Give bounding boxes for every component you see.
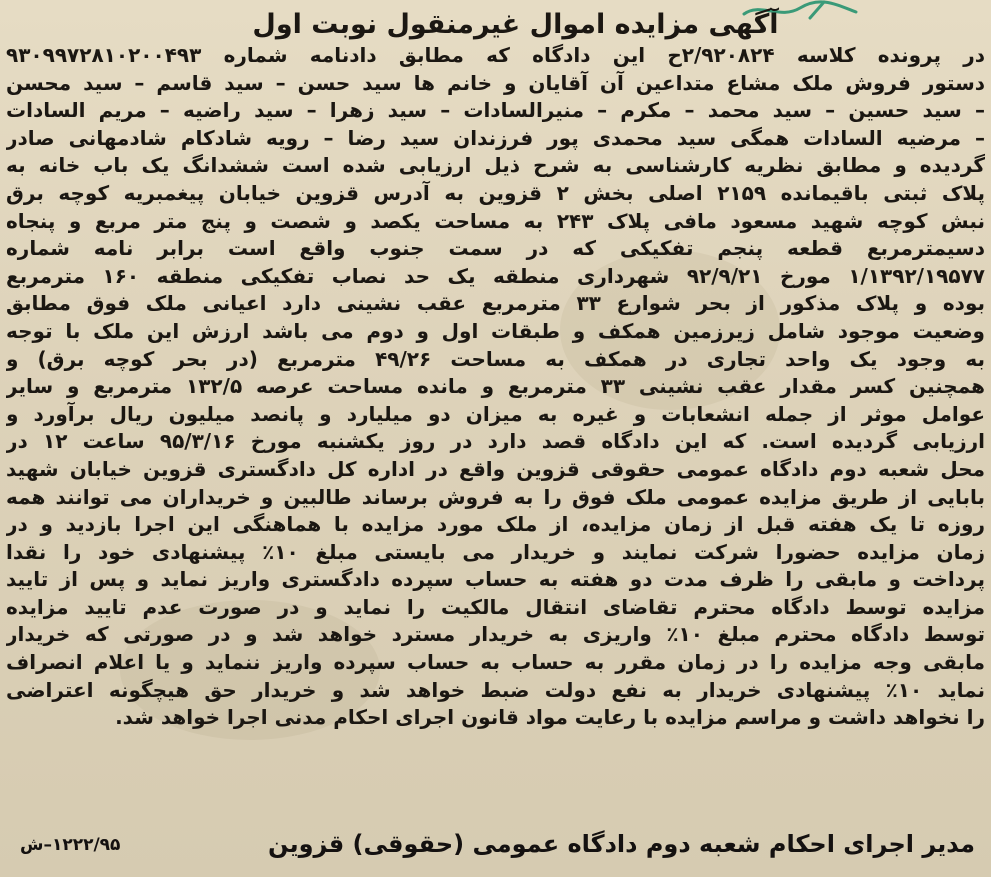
signature: مدیر اجرای احکام شعبه دوم دادگاه عمومی (حقوقی) قزوین — [268, 830, 975, 858]
notice-line: بوده و پلاک مذکور از بحر شوارع ۳۳ مترمربع عقب نشینی دارد اعیانی ملک فوق مطابق — [6, 291, 985, 316]
notice-line: همچنین کسر مقدار عقب نشینی ۳۳ مترمربع و مانده مساحت عرصه ۱۳۲/۵ مترمربع و سایر — [6, 374, 985, 399]
notice-line: توسط دادگاه محترم مبلغ ۱۰٪ واریزی به خریدار مسترد خواهد شد و در صورتی که خریدار — [6, 622, 985, 647]
notice-line: در پرونده کلاسه ۲/۹۲۰۸۲۴ح این دادگاه که مطابق دادنامه شماره ۹۳۰۹۹۷۲۸۱۰۲۰۰۴۹۳ — [6, 43, 985, 67]
notice-line: ۱/۱۳۹۲/۱۹۵۷۷ مورخ ۹۲/۹/۲۱ شهرداری منطقه یک حد نصاب تفکیکی منطقه ۱۶۰ مترمربع — [6, 263, 985, 288]
notice-line: دسیمترمربع قطعه پنجم تفکیکی که در سمت جنوب واقع است برابر نامه شماره — [6, 236, 985, 261]
notice-line: مزایده توسط دادگاه محترم تقاضای انتقال مالکیت را نماید و در صورت عدم تایید مزایده — [6, 594, 985, 619]
notice-line: وضعیت موجود شامل زیرزمین همکف و طبقات اول و دوم می باشد ارزش این ملک با توجه — [6, 318, 985, 343]
notice-line: ارزیابی گردیده است. که این دادگاه قصد دارد در روز یکشنبه مورخ ۹۵/۳/۱۶ ساعت ۱۲ در — [6, 429, 985, 454]
notice-line: نبش کوچه شهید مسعود مافی پلاک ۲۴۳ به مساحت یکصد و شصت و پنج متر مربع و پنجاه — [6, 208, 985, 233]
notice-line: به وجود یک واحد تجاری در همکف به مساحت ۴۹/۲۶ مترمربع (در بحر کوچه برق) و — [6, 346, 985, 371]
notice-line: گردیده و مطابق نظریه کارشناسی به شرح ذیل ارزیابی شده است ششدانگ یک باب خانه به — [6, 153, 985, 178]
auction-notice — [6, 8, 985, 732]
notice-body — [6, 42, 985, 732]
notice-line: روزه تا یک هفته قبل از زمان مزایده، از ملک مورد مزایده با هماهنگی این اجرا بازدید و در — [6, 512, 985, 537]
notice-line: را نخواهد داشت و مراسم مزایده با رعایت مواد قانون اجرای احکام مدنی اجرا خواهد شد. — [115, 705, 985, 730]
notice-line: زمان مزایده حضورا شرکت نمایند و خریدار می بایستی مبلغ ۱۰٪ پیشنهادی خود را نقدا — [6, 539, 985, 564]
notice-line: پرداخت و مابقی را ظرف مدت دو هفته به حساب سپرده دادگستری واریز نماید و پس از تایید — [6, 567, 985, 592]
notice-line: دستور فروش ملک مشاع متداعین آن آقایان و خانم ها سید حسن – سید قاسم – سید محسن — [6, 70, 985, 95]
notice-line: پلاک ثبتی باقیمانده ۲۱۵۹ اصلی بخش ۲ قزوین به آدرس قزوین خیابان پیغمبریه کوچه برق — [6, 180, 985, 205]
notice-line: عوامل موثر از جمله انشعابات و غیره به میزان دو میلیارد و پانصد میلیون ریال برآورد و — [6, 401, 985, 426]
notice-line: مابقی وجه مزایده را در زمان مقرر به حساب به حساب سپرده واریز ننماید و یا اعلام انصراف — [6, 650, 985, 675]
notice-line: محل شعبه دوم دادگاه عمومی حقوقی قزوین واقع در اداره کل دادگستری قزوین خیابان شهید — [6, 456, 985, 481]
notice-line: نماید ۱۰٪ پیشنهادی خریدار به نفع دولت ضبط خواهد شد و خریدار حق هیچگونه اعتراضی — [6, 677, 985, 702]
notice-title: آگهی مزایده اموال غیرمنقول نوبت اول — [252, 9, 779, 40]
notice-footer — [20, 827, 975, 863]
notice-line: – مرضیه السادات همگی سید محمدی پور فرزندان سید رضا – رویه شادکام شادمهانی صادر — [6, 125, 985, 150]
notice-line: – سید حسین – سید محمد – مکرم – منیرالسادات – سید زهرا – سید راضیه – مریم السادات — [6, 98, 985, 123]
notice-line: بابایی از طریق مزایده عمومی ملک فوق را به فروش برساند طالبین و خریداران می توانند همه — [6, 484, 985, 509]
reference-code: ۱۲۲۲/۹۵–ش — [20, 835, 121, 855]
